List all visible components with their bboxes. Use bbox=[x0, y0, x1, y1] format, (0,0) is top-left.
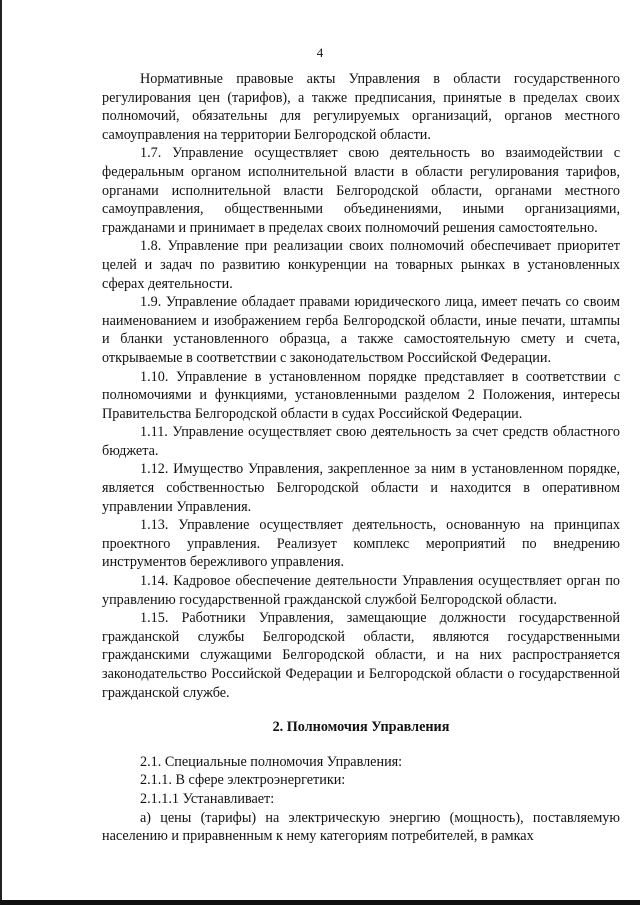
scan-edge-left bbox=[0, 0, 2, 905]
scan-edge-bottom bbox=[0, 900, 640, 905]
paragraph-1-10: 1.10. Управление в установленном порядке представляет в соответствии с полномочиями и функциями, установленными разделом 2 Положения, интересы Правительства Белгородской области в судах Российской Федерации. bbox=[102, 368, 620, 422]
subitem-2-1: 2.1. Специальные полномочия Управления: bbox=[140, 753, 403, 770]
paragraph-1-14: 1.14. Кадровое обеспечение деятельности Управления осуществляет орган по управлению государственной гражданской службой Белгородской области. bbox=[102, 573, 620, 608]
paragraph-a: а) цены (тарифы) на электрическую энергию (мощность), поставляемую населению и приравненным к нему категориям потребителей, в рамках bbox=[102, 809, 620, 845]
page-number: 4 bbox=[316, 45, 324, 60]
document-body bbox=[102, 70, 620, 846]
paragraph-1-13: 1.13. Управление осуществляет деятельность, основанную на принципах проектного управления. Реализует комплекс мероприятий по внедрению инструментов бережливого управления. bbox=[102, 517, 620, 571]
subitem-2-1-1: 2.1.1. В сфере электроэнергетики: bbox=[140, 772, 346, 789]
paragraph-1-11: 1.11. Управление осуществляет свою деятельность за счет средств областного бюджета. bbox=[102, 424, 620, 459]
paragraph-1-9: 1.9. Управление обладает правами юридического лица, имеет печать со своим наименованием и изображением герба Белгородской области, иные печати, штампы и бланки установленного образца, а также самостоятельную смету и счета, открываемые в соответствии с законодательством Российской Федерации. bbox=[102, 294, 620, 366]
paragraph-1-12: 1.12. Имущество Управления, закрепленное за ним в установленном порядке, является собственностью Белгородской области и находится в оперативном управлении Управления. bbox=[102, 461, 620, 515]
paragraph-1-15: 1.15. Работники Управления, замещающие должности государственной гражданской службы Белгородской области, являются государственными гражданскими служащими Белгородской области, и на них распространяется законодательство Российской Федерации и Белгородской области о государственной гражданской службе. bbox=[102, 610, 620, 701]
paragraph-1-8: 1.8. Управление при реализации своих полномочий обеспечивает приоритет целей и задач по развитию конкуренции на товарных рынках в установленных сферах деятельности. bbox=[102, 238, 620, 292]
subitem-2-1-1-1: 2.1.1.1 Устанавливает: bbox=[140, 790, 275, 807]
paragraph-1-7: 1.7. Управление осуществляет свою деятельность во взаимодействии с федеральным органом исполнительной власти в области регулирования тарифов, органами исполнительной власти Белгородской области, органами местного самоуправления, общественными объединениями, иными организациями, гражданами и принимает в пределах своих полномочий решения самостоятельно. bbox=[102, 145, 620, 236]
paragraph-intro: Нормативные правовые акты Управления в области государственного регулирования цен (тарифов), а также предписания, принятые в пределах своих полномочий, обязательны для регулируемых организаций, органов местного самоуправления на территории Белгородской области. bbox=[102, 71, 620, 143]
section-heading: 2. Полномочия Управления bbox=[272, 719, 450, 736]
